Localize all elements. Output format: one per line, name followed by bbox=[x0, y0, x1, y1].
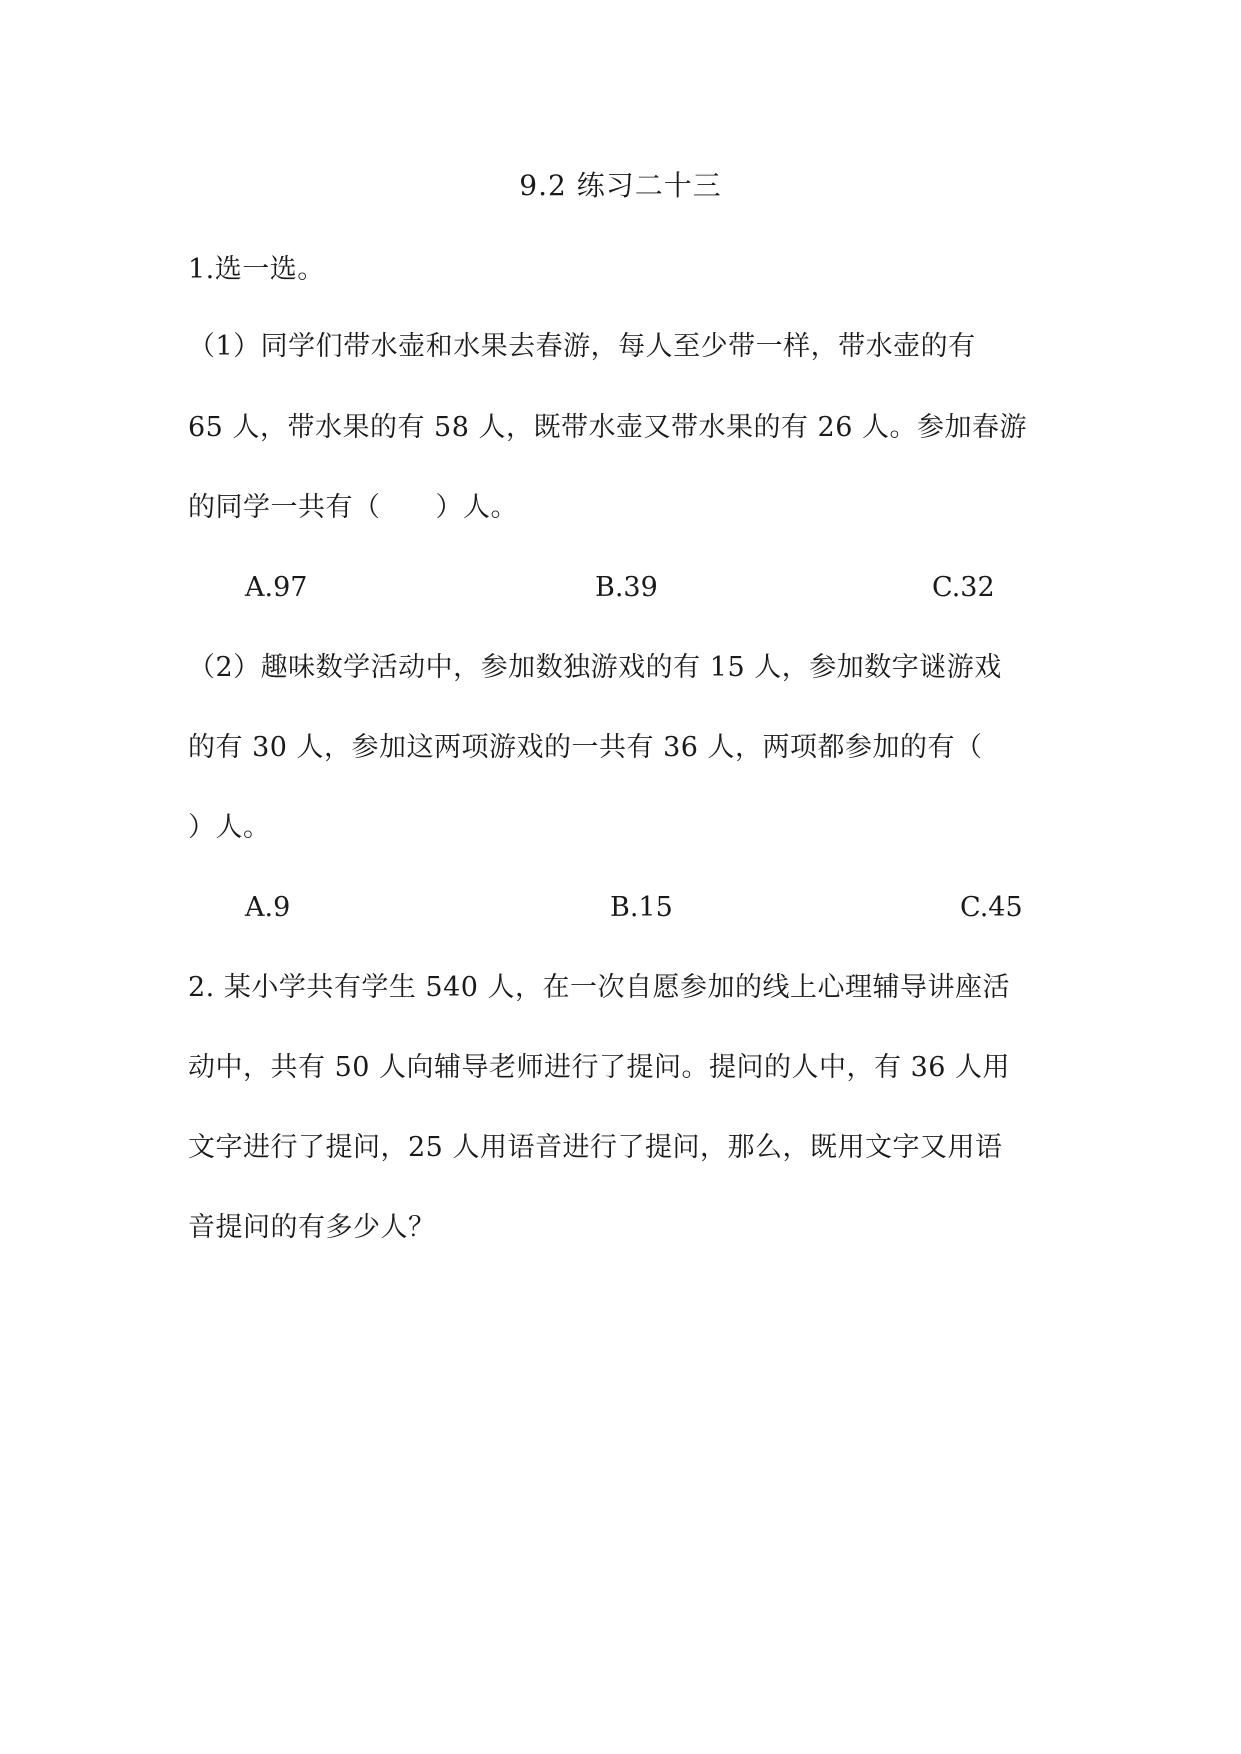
q2-option-c: C.45 bbox=[960, 892, 1023, 923]
q3-line-3: 文字进行了提问，25 人用语音进行了提问，那么，既用文字又用语 bbox=[188, 1132, 1003, 1163]
q3-line-4: 音提问的有多少人？ bbox=[188, 1212, 436, 1243]
q2-line-3: ）人。 bbox=[188, 812, 271, 843]
page-title: 9.2 练习二十三 bbox=[519, 169, 722, 202]
q2-option-a: A.9 bbox=[245, 892, 291, 923]
q1-line-2: 65 人，带水果的有 58 人，既带水壶又带水果的有 26 人。参加春游 bbox=[188, 412, 1027, 443]
q1-option-c: C.32 bbox=[932, 572, 995, 603]
q2-line-2: 的有 30 人，参加这两项游戏的一共有 36 人，两项都参加的有（ bbox=[188, 732, 983, 763]
q2-line-1: （2）趣味数学活动中，参加数独游戏的有 15 人，参加数字谜游戏 bbox=[188, 652, 1002, 683]
q3-line-2: 动中，共有 50 人向辅导老师进行了提问。提问的人中，有 36 人用 bbox=[188, 1052, 1011, 1083]
q3-line-1: 2. 某小学共有学生 540 人，在一次自愿参加的线上心理辅导讲座活 bbox=[188, 972, 1011, 1003]
section-1-heading: 1.选一选。 bbox=[188, 254, 325, 285]
q1-line-1: （1）同学们带水壶和水果去春游，每人至少带一样，带水壶的有 bbox=[188, 331, 976, 362]
q1-line-3: 的同学一共有（ ）人。 bbox=[188, 492, 518, 523]
q2-option-b: B.15 bbox=[610, 892, 673, 923]
q1-option-b: B.39 bbox=[595, 572, 658, 603]
q1-option-a: A.97 bbox=[245, 572, 308, 603]
